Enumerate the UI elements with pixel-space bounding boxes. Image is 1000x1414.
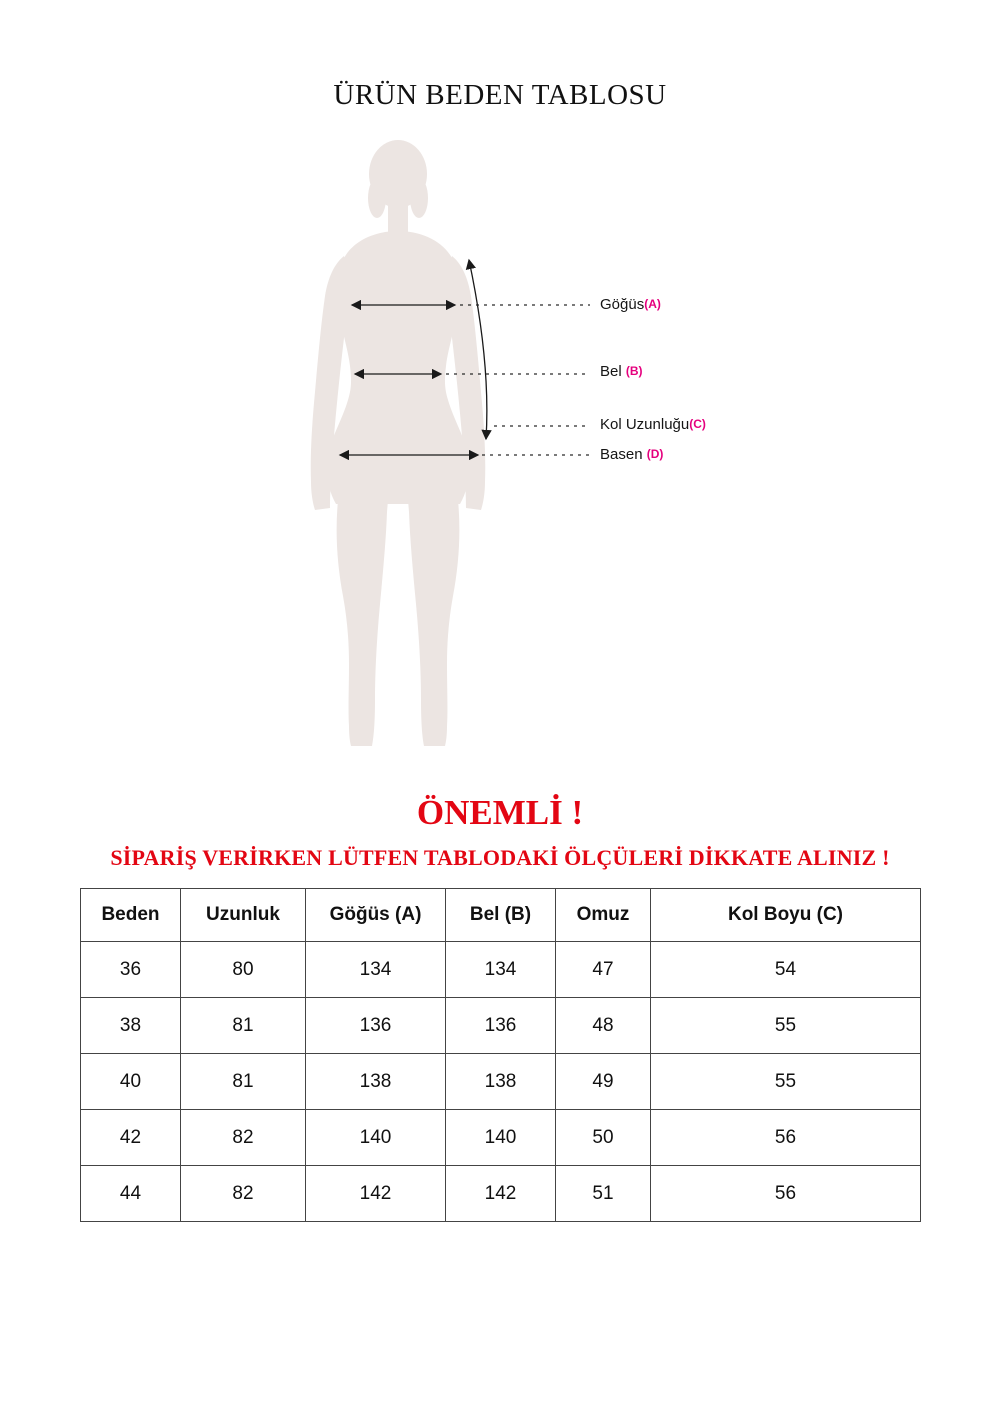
cell: 82 (181, 1110, 306, 1166)
column-header-bel: Bel (B) (446, 889, 556, 942)
cell: 47 (556, 942, 651, 998)
column-header-omuz: Omuz (556, 889, 651, 942)
label-hip (600, 446, 663, 464)
cell: 80 (181, 942, 306, 998)
label-chest (600, 296, 661, 314)
cell: 140 (446, 1110, 556, 1166)
important-heading: ÖNEMLİ ! (416, 793, 584, 832)
label-waist-text: Bel (600, 363, 626, 380)
table-row (81, 942, 921, 998)
body-silhouette-diagram (280, 136, 610, 751)
cell: 55 (651, 1054, 921, 1110)
label-arm-length (600, 416, 706, 434)
label-waist-code: (B) (625, 364, 643, 378)
column-header-uzunluk: Uzunluk (181, 889, 306, 942)
label-hip-code: (D) (646, 447, 664, 461)
page-title: ÜRÜN BEDEN TABLOSU (333, 79, 667, 111)
cell: 81 (181, 998, 306, 1054)
cell: 142 (306, 1166, 446, 1222)
size-table (80, 888, 921, 1222)
cell: 56 (651, 1166, 921, 1222)
label-hip-text: Basen (600, 446, 647, 463)
cell: 54 (651, 942, 921, 998)
cell: 134 (306, 942, 446, 998)
table-header-row (81, 889, 921, 942)
column-header-kol-boyu: Kol Boyu (C) (651, 889, 921, 942)
cell: 136 (446, 998, 556, 1054)
cell: 138 (446, 1054, 556, 1110)
cell: 140 (306, 1110, 446, 1166)
cell: 38 (81, 998, 181, 1054)
table-row (81, 998, 921, 1054)
cell: 40 (81, 1054, 181, 1110)
label-arm-length-text: Kol Uzunluğu (600, 416, 690, 433)
label-chest-text: Göğüs (600, 296, 645, 313)
cell: 48 (556, 998, 651, 1054)
cell: 82 (181, 1166, 306, 1222)
table-row (81, 1110, 921, 1166)
cell: 142 (446, 1166, 556, 1222)
label-waist (600, 363, 643, 381)
cell: 55 (651, 998, 921, 1054)
cell: 81 (181, 1054, 306, 1110)
table-row (81, 1054, 921, 1110)
cell: 134 (446, 942, 556, 998)
table-row (81, 1166, 921, 1222)
label-arm-length-code: (C) (689, 417, 706, 431)
cell: 51 (556, 1166, 651, 1222)
cell: 136 (306, 998, 446, 1054)
cell: 49 (556, 1054, 651, 1110)
cell: 56 (651, 1110, 921, 1166)
female-silhouette (311, 140, 486, 746)
cell: 42 (81, 1110, 181, 1166)
warning-subheading: SİPARİŞ VERİRKEN LÜTFEN TABLODAKİ ÖLÇÜLERİ DİKKATE ALINIZ ! (110, 845, 890, 870)
label-chest-code: (A) (644, 297, 661, 311)
cell: 44 (81, 1166, 181, 1222)
cell: 36 (81, 942, 181, 998)
cell: 50 (556, 1110, 651, 1166)
column-header-gogus: Göğüs (A) (306, 889, 446, 942)
column-header-beden: Beden (81, 889, 181, 942)
cell: 138 (306, 1054, 446, 1110)
